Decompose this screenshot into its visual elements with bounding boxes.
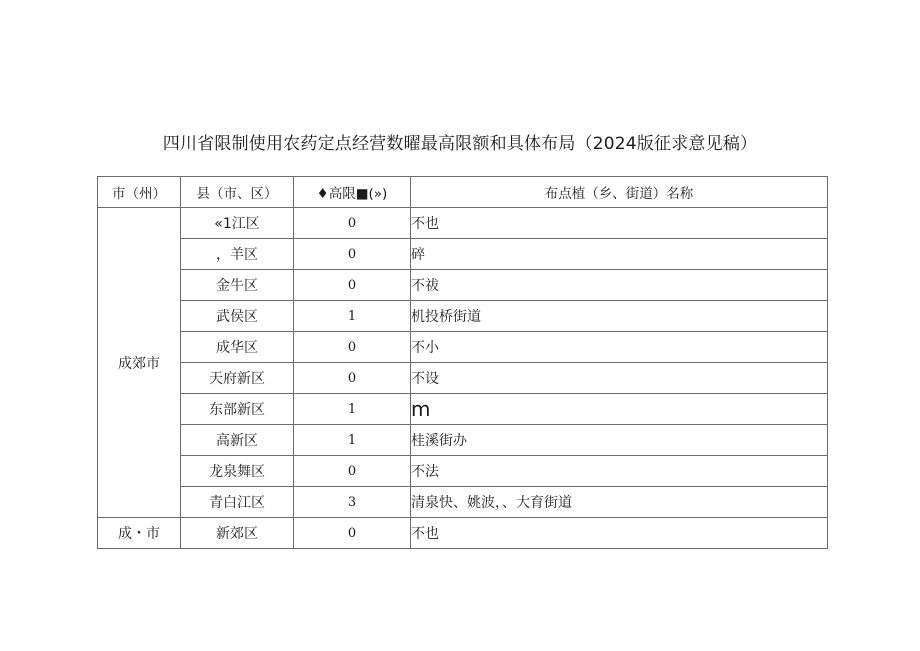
county-cell: 高新区 bbox=[181, 425, 294, 456]
table-row bbox=[98, 332, 828, 363]
table-row bbox=[98, 487, 828, 518]
table-row bbox=[98, 518, 828, 549]
limit-cell: 0 bbox=[294, 239, 411, 270]
county-cell: 成华区 bbox=[181, 332, 294, 363]
location-cell: 不也 bbox=[411, 208, 828, 239]
location-cell: 桂溪街办 bbox=[411, 425, 828, 456]
city-cell: 成郊市 bbox=[98, 208, 181, 518]
limit-cell: 0 bbox=[294, 456, 411, 487]
location-cell: 机投桥街道 bbox=[411, 301, 828, 332]
county-cell: «1江区 bbox=[181, 208, 294, 239]
quota-table bbox=[97, 176, 828, 549]
header-county: 县（市、区） bbox=[181, 177, 294, 208]
table-row bbox=[98, 394, 828, 425]
location-cell: 不设 bbox=[411, 363, 828, 394]
limit-cell: 1 bbox=[294, 301, 411, 332]
location-cell: 不小 bbox=[411, 332, 828, 363]
location-cell: 不祓 bbox=[411, 270, 828, 301]
table-row bbox=[98, 425, 828, 456]
location-cell: 碎 bbox=[411, 239, 828, 270]
header-limit: ♦高限■(») bbox=[294, 177, 411, 208]
city-cell: 成・市 bbox=[98, 518, 181, 549]
table-row bbox=[98, 456, 828, 487]
county-cell: 青白江区 bbox=[181, 487, 294, 518]
county-cell: 东部新区 bbox=[181, 394, 294, 425]
table-body bbox=[98, 208, 828, 549]
location-cell: 清泉快、姚波，、大育街道 bbox=[411, 487, 828, 518]
limit-cell: 3 bbox=[294, 487, 411, 518]
county-cell: 金牛区 bbox=[181, 270, 294, 301]
table-row bbox=[98, 301, 828, 332]
table-header-row bbox=[98, 177, 828, 208]
location-cell: 不也 bbox=[411, 518, 828, 549]
county-cell: 龙泉舞区 bbox=[181, 456, 294, 487]
table-row bbox=[98, 208, 828, 239]
header-location: 布点植（乡、街道）名称 bbox=[411, 177, 828, 208]
table-row bbox=[98, 270, 828, 301]
limit-cell: 0 bbox=[294, 518, 411, 549]
table-row bbox=[98, 239, 828, 270]
county-cell: 天府新区 bbox=[181, 363, 294, 394]
limit-cell: 0 bbox=[294, 208, 411, 239]
limit-cell: 0 bbox=[294, 363, 411, 394]
county-cell: 武侯区 bbox=[181, 301, 294, 332]
header-city: 市（州） bbox=[98, 177, 181, 208]
limit-cell: 1 bbox=[294, 425, 411, 456]
location-cell: m bbox=[411, 394, 828, 425]
table-row bbox=[98, 363, 828, 394]
document-title: 四川省限制使用农药定点经营数曜最高限额和具体布局（2024版征求意见稿） bbox=[162, 134, 758, 154]
limit-cell: 0 bbox=[294, 332, 411, 363]
county-cell: ，羊区 bbox=[181, 239, 294, 270]
county-cell: 新郊区 bbox=[181, 518, 294, 549]
limit-cell: 1 bbox=[294, 394, 411, 425]
location-cell: 不法 bbox=[411, 456, 828, 487]
limit-cell: 0 bbox=[294, 270, 411, 301]
